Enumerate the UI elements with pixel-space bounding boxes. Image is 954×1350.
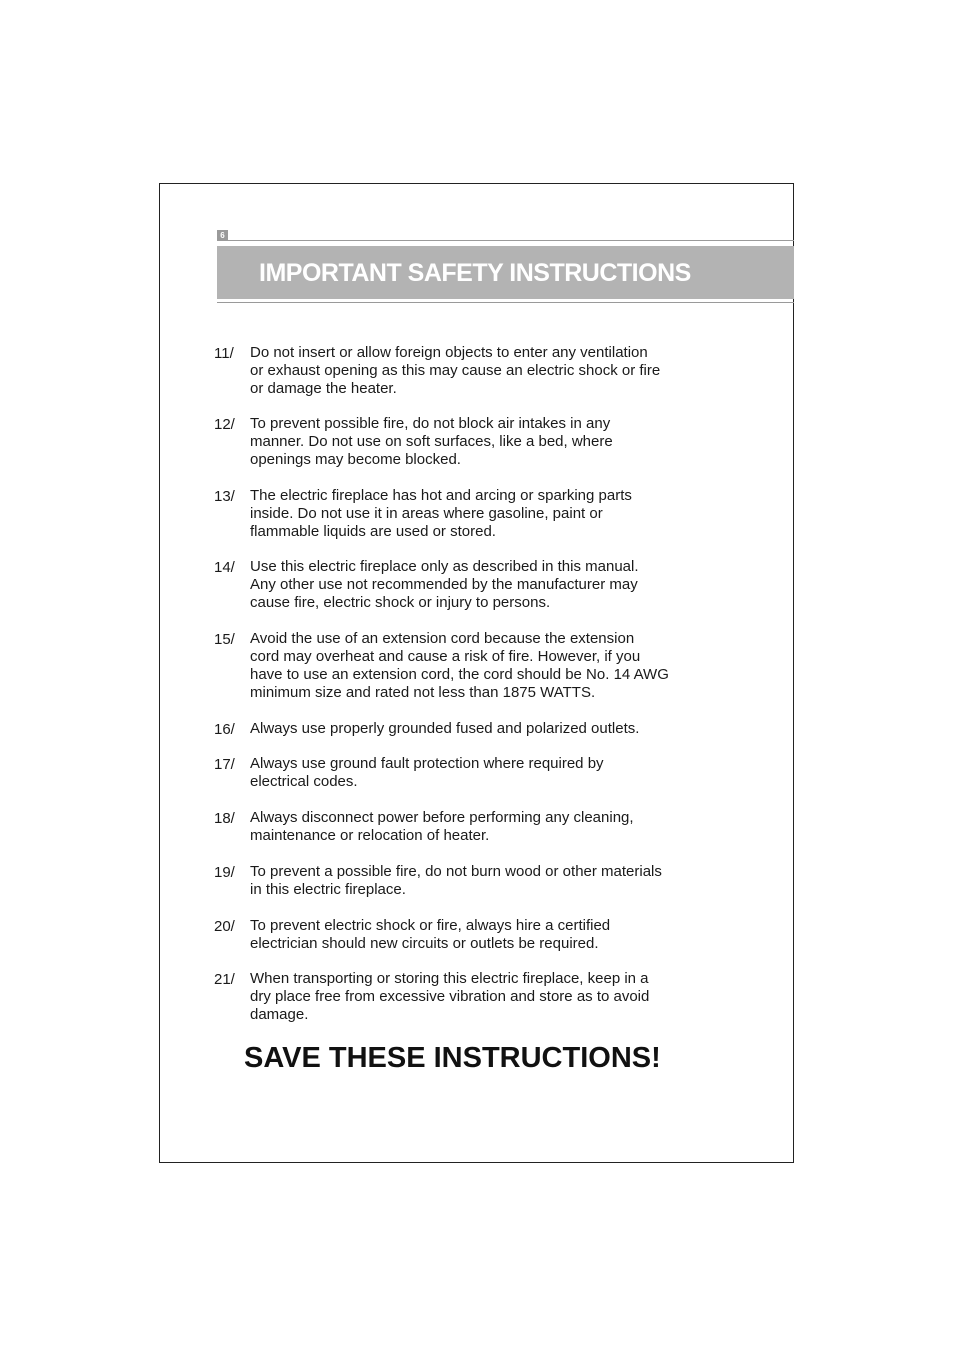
header-rule-bottom (217, 302, 794, 303)
instruction-number: 11/ (214, 345, 234, 362)
instruction-number: 17/ (214, 756, 235, 773)
page-number: 6 (217, 230, 228, 241)
instruction-number: 13/ (214, 488, 235, 505)
instruction-text: Always disconnect power before performing any cleaning, maintenance or relocation of heater. (250, 809, 634, 844)
instruction-number: 18/ (214, 810, 235, 827)
instruction-text: The electric fireplace has hot and arcing or sparking parts inside. Do not use it in areas where gasoline, paint or flammable liquids are used or stored. (250, 487, 632, 540)
instruction-text: Avoid the use of an extension cord because the extension cord may overheat and cause a risk of fire. However, if you have to use an extension cord, the cord should be No. 14 AWG minimum size and rated not less than 1875 WATTS. (250, 630, 669, 701)
instruction-text: Always use ground fault protection where required by electrical codes. (250, 755, 604, 790)
instruction-number: 14/ (214, 559, 235, 576)
instruction-text: To prevent electric shock or fire, always hire a certified electrician should new circuits or outlets be required. (250, 917, 611, 952)
instruction-text: To prevent possible fire, do not block air intakes in any manner. Do not use on soft surfaces, like a bed, where openings may become blocked. (250, 415, 613, 468)
page-title: IMPORTANT SAFETY INSTRUCTIONS (259, 259, 691, 287)
instruction-text: To prevent a possible fire, do not burn wood or other materials in this electric fireplace. (250, 863, 662, 898)
instruction-number: 12/ (214, 416, 235, 433)
save-instructions-heading: SAVE THESE INSTRUCTIONS! (244, 1042, 661, 1074)
instruction-number: 16/ (214, 721, 235, 738)
instruction-number: 19/ (214, 864, 235, 881)
title-banner (217, 246, 794, 299)
instruction-number: 20/ (214, 918, 235, 935)
instruction-text: When transporting or storing this electric fireplace, keep in a dry place free from excessive vibration and store as to avoid damage. (250, 970, 650, 1023)
header-rule-top (217, 240, 794, 241)
instruction-number: 15/ (214, 631, 235, 648)
instruction-text: Always use properly grounded fused and polarized outlets. (250, 720, 640, 737)
instruction-text: Do not insert or allow foreign objects to enter any ventilation or exhaust opening as this may cause an electric shock or fire or damage the heater. (250, 344, 661, 397)
instruction-text: Use this electric fireplace only as described in this manual. Any other use not recommended by the manufacturer may cause fire, electric shock or injury to persons. (250, 558, 639, 611)
instruction-number: 21/ (214, 971, 235, 988)
